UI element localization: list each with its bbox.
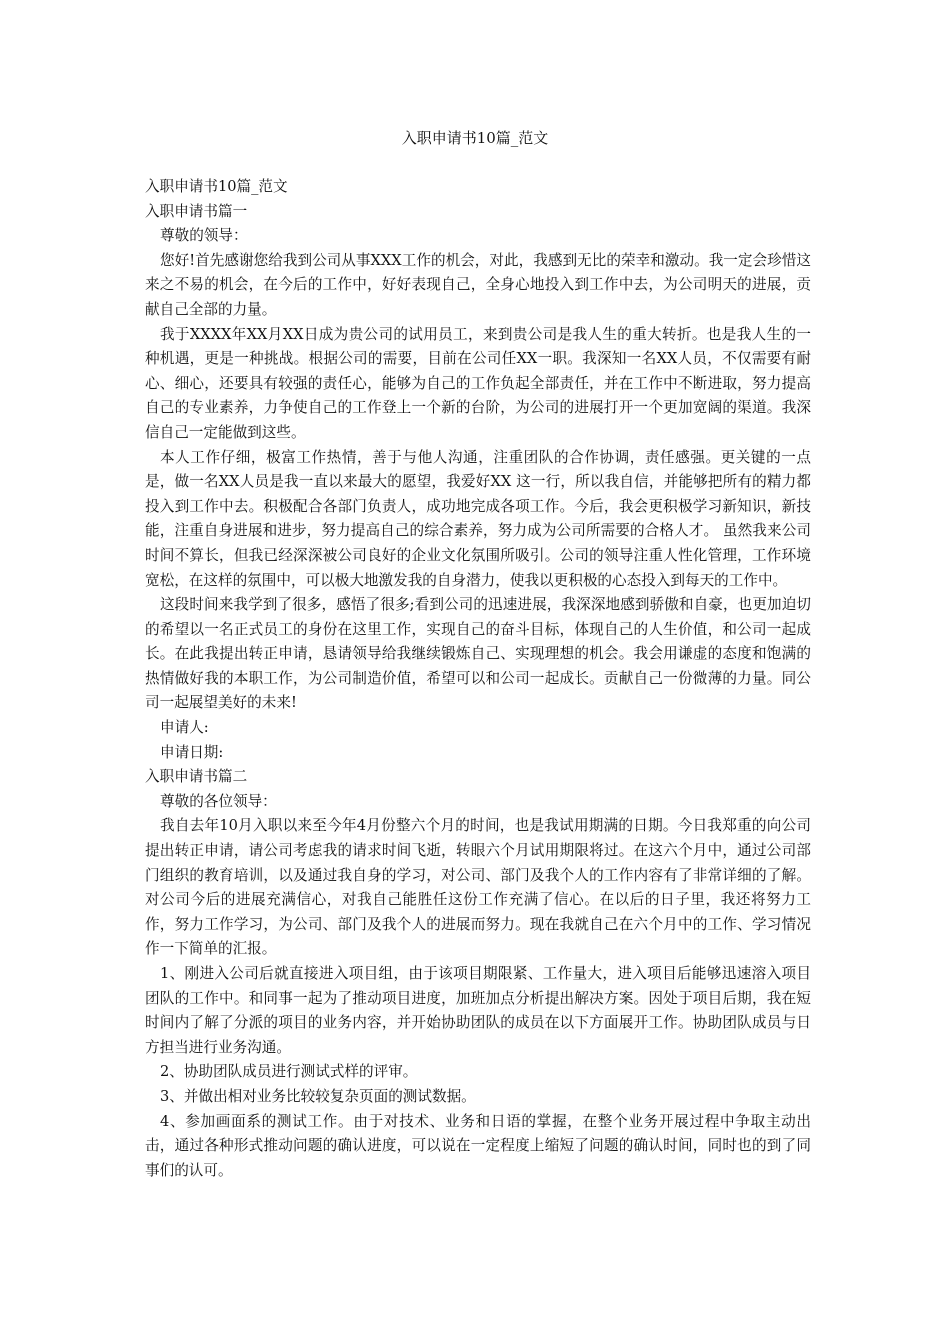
paragraph: 4、参加画面系的测试工作。由于对技术、业务和日语的掌握，在整个业务开展过程中争取主动出击，通过各种形式推动问题的确认进度，可以说在一定程度上缩短了问题的确认时间，同时也的到了同事们的认可。 [145,1112,811,1179]
paragraph: 2、协助团队成员进行测试式样的评审。 [160,1063,418,1081]
paragraph: 1、刚进入公司后就直接进入项目组，由于该项目期限紧、工作量大，进入项目后能够迅速溶入项目团队的工作中。和同事一起为了推动项目进度，加班加点分析提出解决方案。因处于项目后期，我在短时间内了解了分派的项目的业务内容，并开始协助团队的成员在以下方面展开工作。协助团队成员与日方担当进行业务沟通。 [145,965,811,1056]
paragraph: 申请人: [160,719,209,737]
paragraph: 申请日期: [160,743,224,761]
paragraph: 入职申请书篇一 [145,202,248,220]
paragraph: 入职申请书10篇_范文 [145,178,288,195]
paragraph: 3、并做出相对业务比较较复杂页面的测试数据。 [160,1087,476,1105]
document-body [145,175,811,1183]
paragraph: 尊敬的领导： [160,227,248,245]
paragraph: 您好!首先感谢您给我到公司从事XXX工作的机会，对此，我感到无比的荣幸和激动。我一定会珍惜这来之不易的机会，在今后的工作中，好好表现自己，全身心地投入到工作中去，为公司明天的进展，贡献自己全部的力量。 [145,251,811,318]
paragraph: 本人工作仔细，极富工作热情，善于与他人沟通，注重团队的合作协调，责任感强。更关键的一点是，做一名XX人员是我一直以来最大的愿望，我爱好XX 这一行，所以我自信，并能够把所有的精力都投入到工作中去。积极配合各部门负责人，成功地完成各项工作。今后，我会更积极学习新知识，新技能，注重自身进展和进步，努力提高自己的综合素养，努力成为公司所需要的合格人才。 虽然我来公司时间不算长，但我已经深深被公司良好的企业文化氛围所吸引。公司的领导注重人性化管理，工作环境宽松，在这样的氛围中，可以极大地激发我的自身潜力，使我以更积极的心态投入到每天的工作中。 [145,448,811,589]
paragraph: 尊敬的各位领导： [160,792,277,810]
paragraph: 我于XXXX年XX月XX日成为贵公司的试用员工，来到贵公司是我人生的重大转折。也是我人生的一种机遇，更是一种挑战。根据公司的需要，目前在公司任XX一职。我深知一名XX人员，不仅需要有耐心、细心，还要具有较强的责任心，能够为自己的工作负起全部责任，并在工作中不断进取，努力提高自己的专业素养，力争使自己的工作登上一个新的台阶，为公司的进展打开一个更加宽阔的渠道。我深信自己一定能做到这些。 [145,325,811,441]
paragraph: 入职申请书篇二 [145,768,248,786]
paragraph: 我自去年10月入职以来至今年4月份整六个月的时间，也是我试用期满的日期。今日我郑重的向公司提出转正申请，请公司考虑我的请求时间飞逝，转眼六个月试用期限将过。在这六个月中，通过公司部门组织的教育培训，以及通过我自身的学习，对公司、部门及我个人的工作内容有了非常详细的了解。对公司今后的进展充满信心，对我自己能胜任这份工作充满了信心。在以后的日子里，我还将努力工作，努力工作学习，为公司、部门及我个人的进展而努力。现在我就自己在六个月中的工作、学习情况作一下简单的汇报。 [145,817,811,958]
paragraph: 这段时间来我学到了很多，感悟了很多;看到公司的迅速进展，我深深地感到骄傲和自豪，也更加迫切的希望以一名正式员工的身份在这里工作，实现自己的奋斗目标，体现自己的人生价值，和公司一起成长。在此我提出转正申请，恳请领导给我继续锻炼自己、实现理想的机会。我会用谦虚的态度和饱满的热情做好我的本职工作，为公司制造价值，希望可以和公司一起成长。贡献自己一份微薄的力量。同公司一起展望美好的未来! [145,596,811,712]
document-title: 入职申请书10篇_范文 [401,129,549,147]
